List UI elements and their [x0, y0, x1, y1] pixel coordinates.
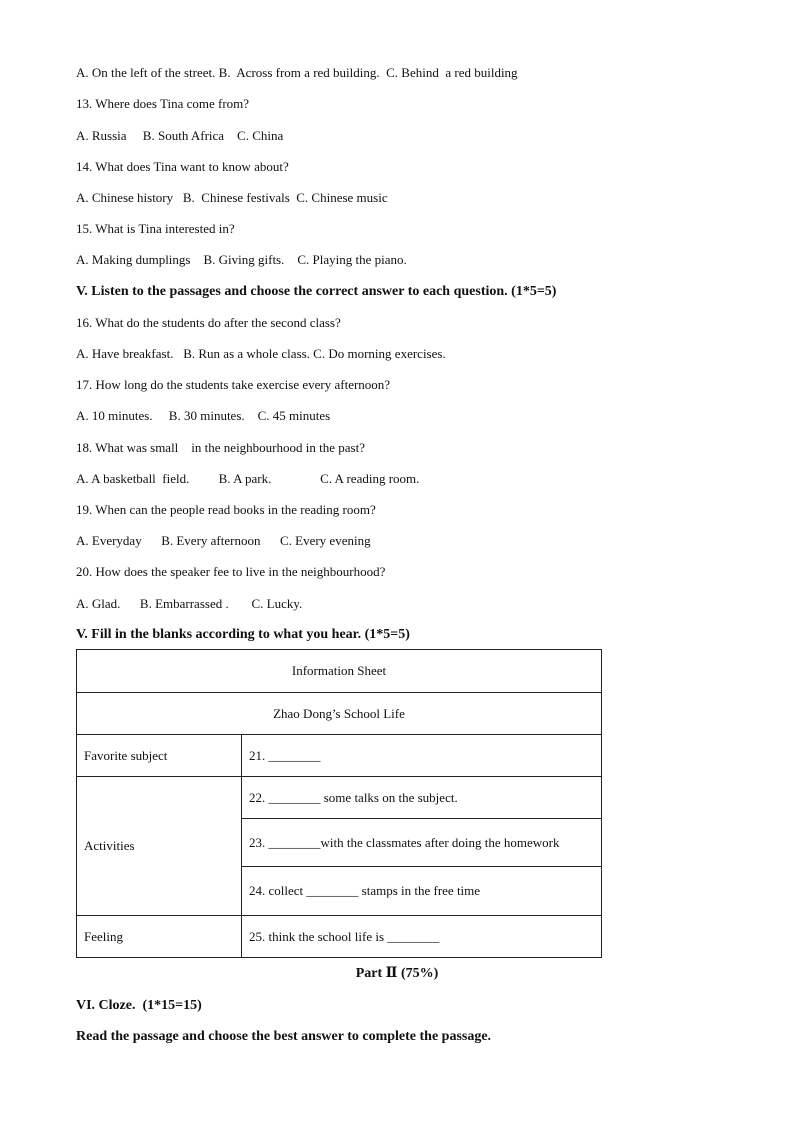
blank-23: 23. ________with the classmates after doing the homework	[242, 819, 602, 867]
table-row	[77, 650, 602, 693]
blank-22: 22. ________ some talks on the subject.	[242, 777, 602, 819]
options-19: A. Everyday B. Every afternoon C. Every evening	[76, 533, 371, 548]
options-14: A. Chinese history B. Chinese festivals C. Chinese music	[76, 190, 388, 205]
options-15: A. Making dumplings B. Giving gifts. C. Playing the piano.	[76, 252, 407, 267]
options-13: A. Russia B. South Africa C. China	[76, 128, 284, 143]
line-12-options: A. On the left of the street. B. Across from a red building. C. Behind a red building	[76, 65, 518, 80]
section-heading-v: V. Listen to the passages and choose the correct answer to each question. (1*5=5)	[76, 284, 557, 299]
question-18: 18. What was small in the neighbourhood in the past?	[76, 440, 365, 455]
table-row	[77, 777, 602, 819]
options-18: A. A basketball field. B. A park. C. A reading room.	[76, 471, 420, 486]
section-heading-cloze: VI. Cloze. (1*15=15)	[76, 998, 202, 1013]
question-19: 19. When can the people read books in the reading room?	[76, 502, 376, 517]
table-row	[77, 916, 602, 958]
options-20: A. Glad. B. Embarrassed . C. Lucky.	[76, 596, 303, 611]
question-16: 16. What do the students do after the second class?	[76, 315, 341, 330]
options-17: A. 10 minutes. B. 30 minutes. C. 45 minutes	[76, 408, 331, 423]
blank-21: 21. ________	[242, 735, 602, 777]
favorite-subject-label: Favorite subject	[77, 735, 242, 777]
blank-25: 25. think the school life is ________	[242, 916, 602, 958]
table-row	[77, 735, 602, 777]
blank-24: 24. collect ________ stamps in the free time	[242, 867, 602, 916]
table-title: Information Sheet	[77, 650, 602, 693]
table-subtitle: Zhao Dong’s School Life	[77, 693, 602, 735]
question-17: 17. How long do the students take exercise every afternoon?	[76, 377, 391, 392]
information-sheet-table	[76, 649, 602, 958]
section-heading-fill-blanks: V. Fill in the blanks according to what you hear. (1*5=5)	[76, 627, 410, 642]
question-13: 13. Where does Tina come from?	[76, 96, 250, 111]
question-14: 14. What does Tina want to know about?	[76, 159, 289, 174]
part-2-heading: Part Ⅱ (75%)	[355, 966, 439, 981]
activities-label: Activities	[77, 777, 242, 916]
table-row	[77, 693, 602, 735]
question-20: 20. How does the speaker fee to live in the neighbourhood?	[76, 564, 386, 579]
options-16: A. Have breakfast. B. Run as a whole class. C. Do morning exercises.	[76, 346, 446, 361]
cloze-instruction: Read the passage and choose the best answer to complete the passage.	[76, 1029, 492, 1044]
question-15: 15. What is Tina interested in?	[76, 221, 235, 236]
feeling-label: Feeling	[77, 916, 242, 958]
